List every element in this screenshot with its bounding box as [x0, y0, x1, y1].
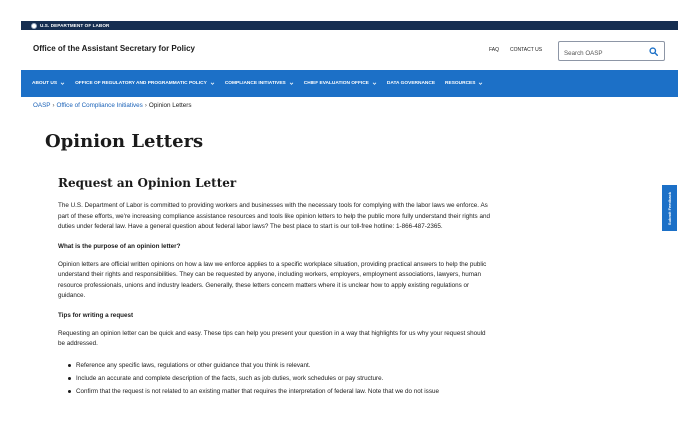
nav-item-label: RESOURCES: [445, 81, 476, 86]
breadcrumb-separator: ›: [52, 102, 55, 109]
banner-text: U.S. DEPARTMENT OF LABOR: [40, 23, 110, 28]
list-item: Reference any specific laws, regulations or other guidance that you think is relevant.: [68, 359, 490, 372]
feedback-label: Submit Feedback: [667, 191, 672, 225]
nav-item-resources[interactable]: [445, 81, 483, 86]
purpose-question: What is the purpose of an opinion letter?: [58, 242, 181, 250]
faq-link[interactable]: FAQ: [489, 47, 500, 53]
dol-seal-icon: [31, 23, 37, 29]
nav-item-regulatory-policy[interactable]: [75, 81, 215, 86]
chevron-down-icon: [210, 81, 215, 86]
nav-item-label: ABOUT US: [32, 81, 58, 86]
breadcrumb-current: Opinion Letters: [148, 102, 192, 109]
breadcrumb-compliance-initiatives[interactable]: Office of Compliance Initiatives: [56, 102, 143, 109]
nav-item-label: DATA GOVERNANCE: [386, 81, 436, 86]
search-input[interactable]: [559, 45, 641, 63]
nav-item-label: OFFICE OF REGULATORY AND PROGRAMMATIC POLICY: [75, 81, 207, 86]
submit-feedback-button[interactable]: [662, 185, 677, 231]
chevron-down-icon: [372, 81, 377, 86]
nav-item-label: COMPLIANCE INITIATIVES: [224, 81, 286, 86]
breadcrumb-oasp[interactable]: OASP: [33, 102, 51, 109]
nav-item-label: CHIEF EVALUATION OFFICE: [303, 81, 369, 86]
tips-list: [58, 359, 490, 399]
breadcrumb: [33, 102, 192, 109]
search-icon[interactable]: [649, 47, 658, 56]
section-title: Request an Opinion Letter: [58, 176, 237, 190]
intro-paragraph: The U.S. Department of Labor is committed to providing workers and businesses with the necessary tools for complying with the labor laws we enforce. As part of these efforts, we're increasing compliance assistance resources and tools like opinion letters to help the public more fully understand their rights and duties under federal law. Have a general question about federal labor laws? The best place to start is our toll-free hotline: 1-866-487-2365.: [58, 202, 490, 230]
gov-banner: [21, 21, 678, 30]
breadcrumb-separator: ›: [144, 102, 147, 109]
search-box: [558, 41, 665, 61]
site-header: [21, 30, 678, 70]
nav-item-data-governance[interactable]: [387, 81, 435, 86]
main-nav: [21, 70, 678, 97]
page-title: Opinion Letters: [45, 131, 204, 152]
chevron-down-icon: [60, 81, 65, 86]
tips-intro: Requesting an opinion letter can be quick and easy. These tips can help you present your question in a way that highlights for us why your request should be addressed.: [58, 329, 486, 347]
nav-item-chief-evaluation-office[interactable]: [304, 81, 377, 86]
list-item: Include an accurate and complete description of the facts, such as job duties, work schedules or pay structure.: [68, 372, 490, 385]
tips-heading: Tips for writing a request: [58, 311, 134, 319]
purpose-answer: Opinion letters are official written opinions on how a law we enforce applies to a specific workplace situation, providing practical answers to help the public understand their rights and responsibilities. They can be requested by anyone, including workers, employers, employment associations, lawyers, human resource professionals, unions and industry leaders. Generally, these letters concern matters where it is unclear how to apply existing regulations or guidance.: [58, 260, 487, 299]
main-content: [58, 176, 490, 398]
nav-item-about-us[interactable]: [32, 81, 65, 86]
list-item: Confirm that the request is not related to an existing matter that requires the interpretation of federal law. Note that we do not issue: [68, 385, 490, 398]
agency-title[interactable]: Office of the Assistant Secretary for Policy: [33, 44, 195, 53]
nav-item-compliance-initiatives[interactable]: [225, 81, 294, 86]
chevron-down-icon: [478, 81, 483, 86]
contact-us-link[interactable]: CONTACT US: [510, 47, 543, 53]
chevron-down-icon: [289, 81, 294, 86]
